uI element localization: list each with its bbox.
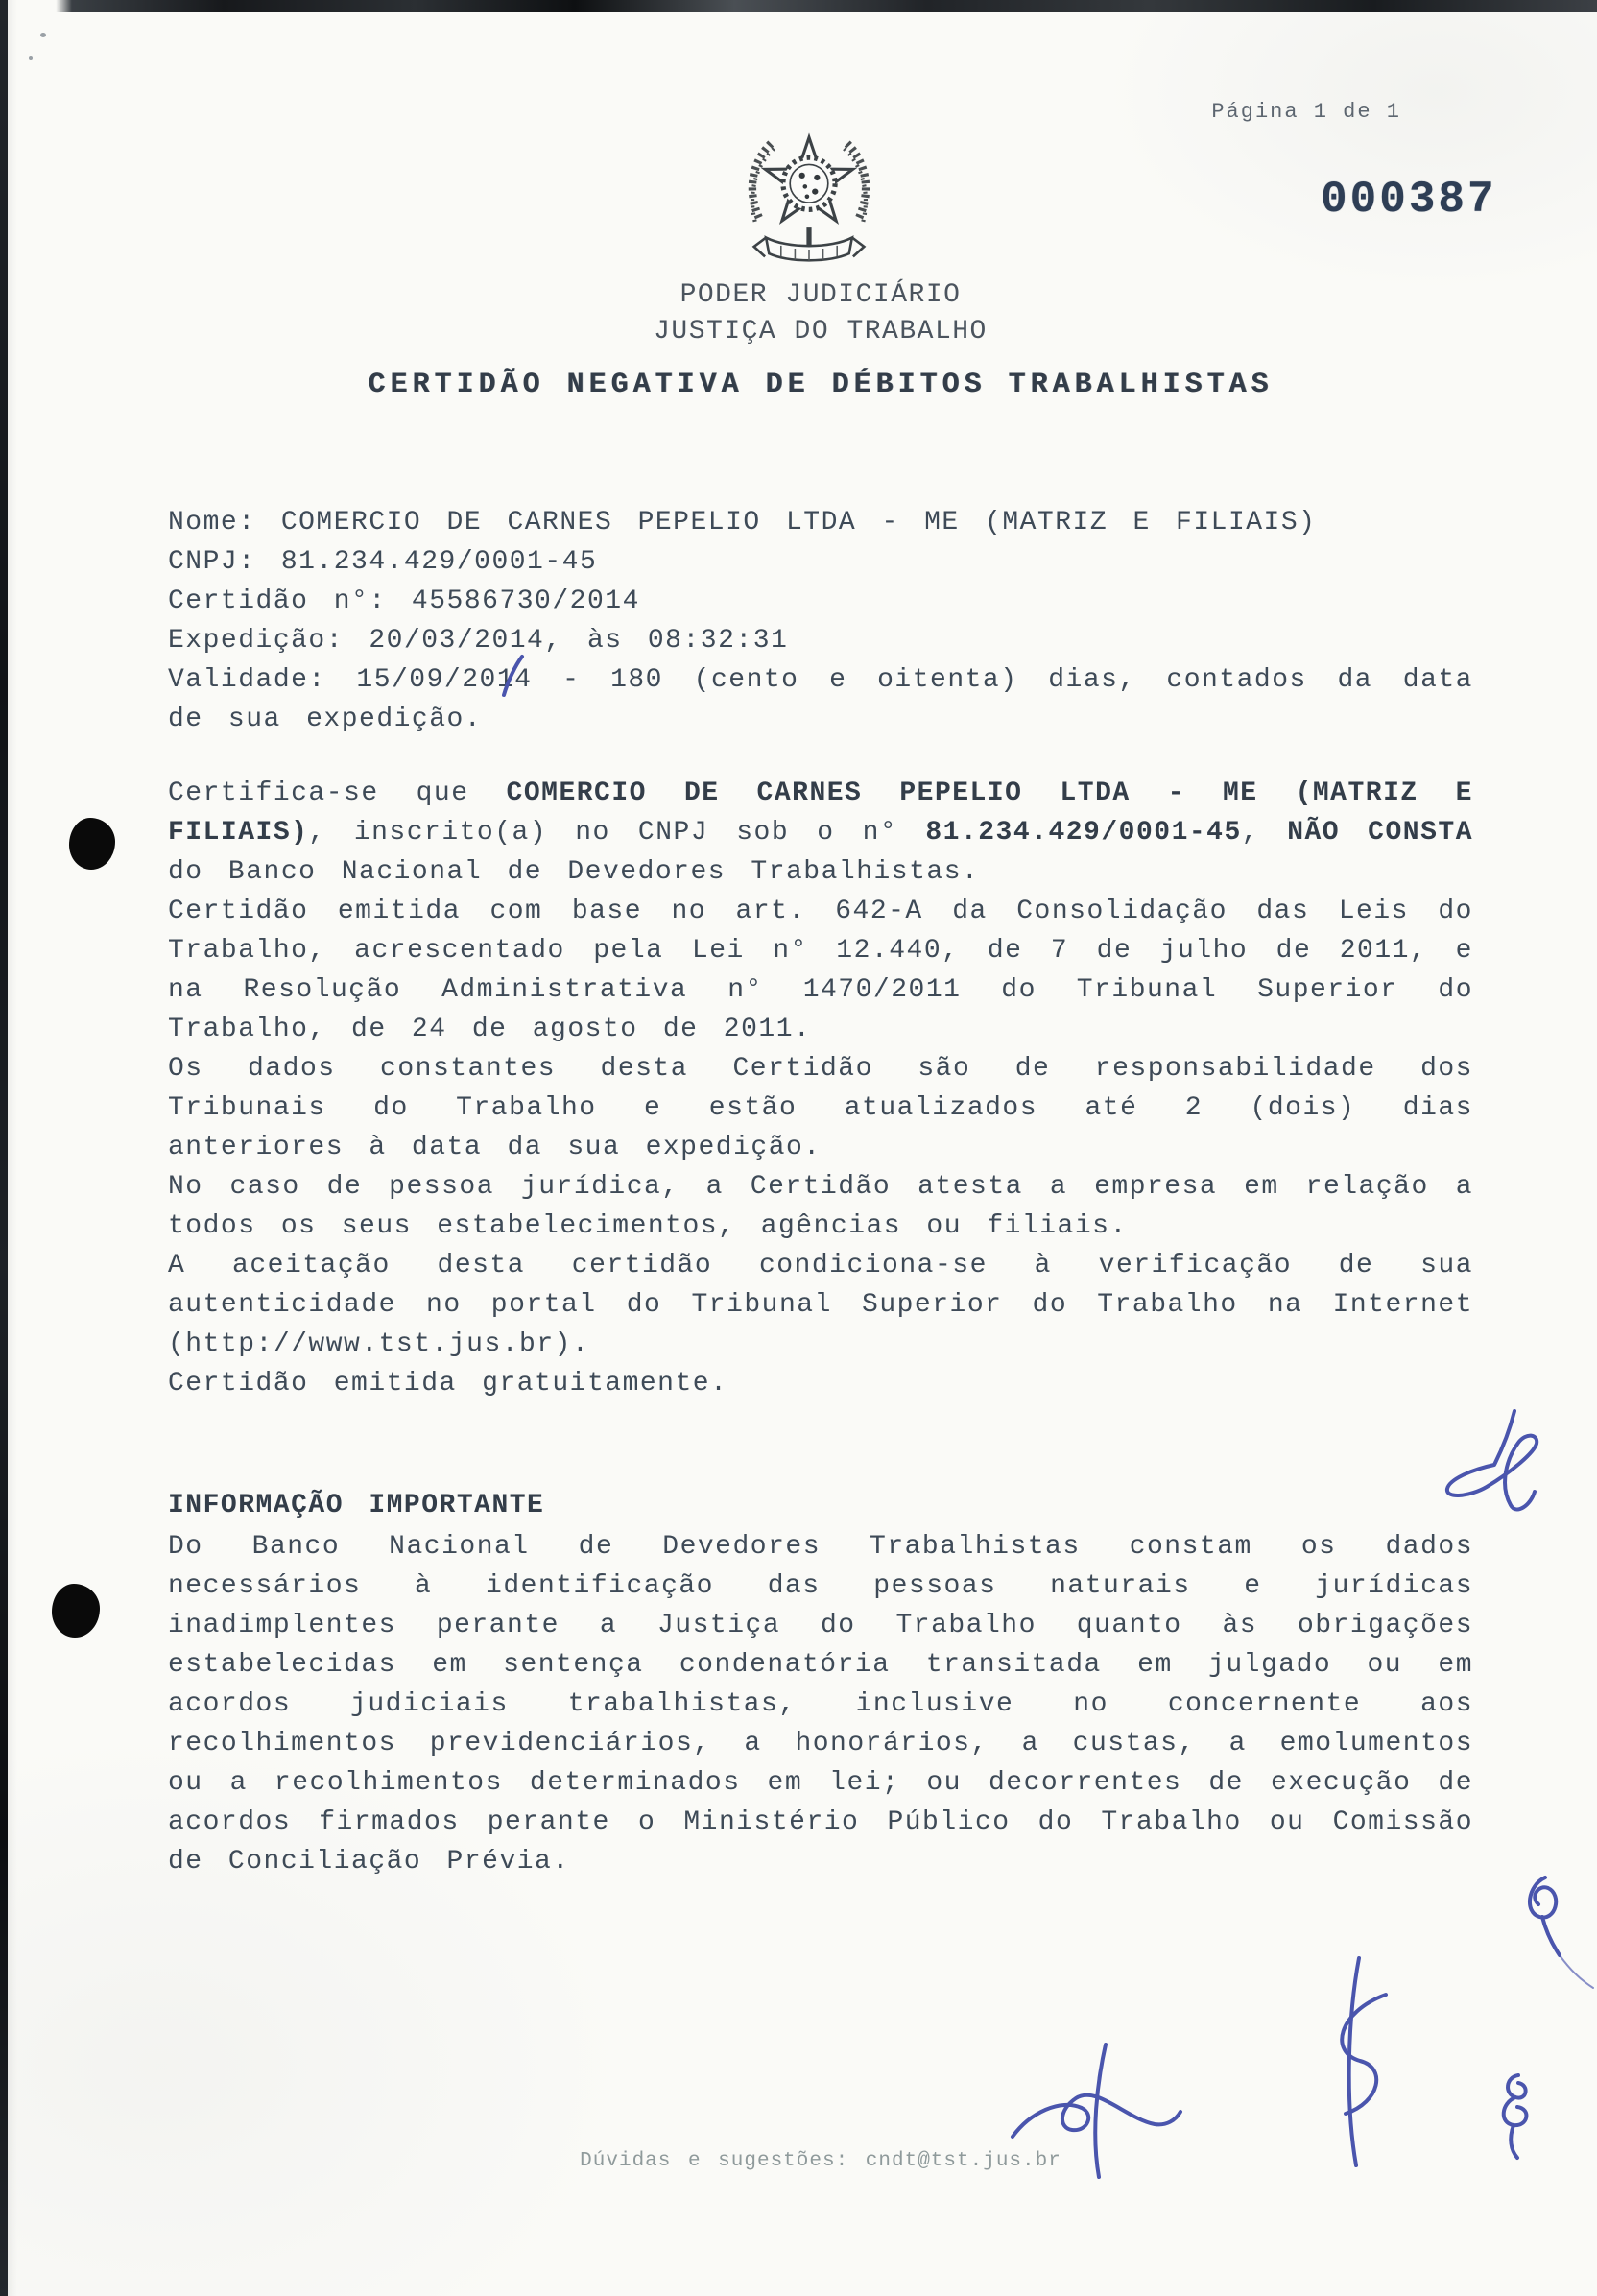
footer-contact: Dúvidas e sugestões: cndt@tst.jus.br	[580, 2150, 1061, 2172]
info-line-validade-cont: de sua expedição.	[168, 705, 483, 734]
pen-scribble-loop	[1010, 2043, 1187, 2187]
body-text: ,	[1241, 818, 1288, 848]
pen-tick-validade	[497, 653, 530, 706]
document-title: CERTIDÃO NEGATIVA DE DÉBITOS TRABALHISTAS	[368, 369, 1274, 401]
body-paragraph-pessoa-juridica: No caso de pessoa jurídica, a Certidão atesta a empresa em relação a todos os seus estabelecimentos, agências ou filiais.	[168, 1172, 1473, 1241]
body-text: , inscrito(a) no CNPJ sob o n°	[308, 818, 926, 848]
body-paragraph-base-legal: Certidão emitida com base no art. 642-A da Consolidação das Leis do Trabalho, acrescentado pela Lei n° 12.440, de 7 de julho de 2011, e na Resolução Administrativa n° 1470/2011 do Tribunal Superior do Trabalho, de 24 de agosto de 2011.	[168, 897, 1473, 1044]
pen-doodle-loops	[1488, 2069, 1550, 2170]
scan-speck	[29, 56, 33, 60]
company-name-bold: COMERCIO DE CARNES PEPELIO LTDA - ME (MATRIZ E FILIAIS)	[168, 778, 1473, 848]
scan-edge-top	[0, 0, 1597, 12]
org-name-line1: PODER JUDICIÁRIO	[679, 280, 962, 310]
body-text: do Banco Nacional de Devedores Trabalhistas.	[168, 857, 980, 887]
info-line-expedicao: Expedição: 20/03/2014, às 08:32:31	[168, 626, 789, 656]
brazil-coat-of-arms-icon	[739, 121, 879, 282]
scan-edge-left	[0, 0, 8, 2296]
important-info-heading: INFORMAÇÃO IMPORTANTE	[168, 1491, 545, 1520]
body-paragraph-gratuita: Certidão emitida gratuitamente.	[168, 1369, 728, 1399]
body-paragraph-certifica	[168, 774, 1473, 892]
org-name-line2: JUSTIÇA DO TRABALHO	[654, 317, 988, 347]
hole-punch-top	[69, 818, 115, 870]
certificate-body	[168, 774, 1473, 1403]
stamp-number: 000387	[1321, 175, 1497, 225]
identification-block	[168, 503, 1473, 739]
nao-consta-bold: NÃO CONSTA	[1287, 818, 1474, 848]
pen-signature-s	[1317, 1956, 1408, 2177]
pen-initials-scribble	[1442, 1407, 1576, 1537]
info-line-validade: Validade: 15/09/2014 - 180 (cento e oitenta) dias, contados da data	[168, 665, 1473, 695]
scan-speck	[40, 33, 46, 37]
info-line-certidao: Certidão n°: 45586730/2014	[168, 586, 640, 616]
info-line-cnpj: CNPJ: 81.234.429/0001-45	[168, 547, 598, 577]
body-paragraph-dados: Os dados constantes desta Certidão são de responsabilidade dos Tribunais do Trabalho e estão atualizados até 2 (dois) dias anteriores à data da sua expedição.	[168, 1054, 1473, 1162]
info-line-nome: Nome: COMERCIO DE CARNES PEPELIO LTDA - ME (MATRIZ E FILIAIS)	[168, 508, 1317, 538]
cnpj-bold: 81.234.429/0001-45	[925, 818, 1242, 848]
important-info-paragraph: Do Banco Nacional de Devedores Trabalhistas constam os dados necessários à identificação das pessoas naturais e jurídicas inadimplentes perante a Justiça do Trabalho quanto às obrigações estabelecidas em sentença condenatória transitada em julgado ou em acordos judiciais trabalhistas, inclusive no concernente aos recolhimentos previdenciários, a honorários, a custas, a emolumentos ou a recolhimentos determinados em lei; ou decorrentes de execução de acordos firmados perante o Ministério Público do Trabalho ou Comissão de Conciliação Prévia.	[168, 1532, 1473, 1877]
important-info-section	[168, 1486, 1473, 1881]
page-indicator: Página 1 de 1	[1211, 100, 1401, 124]
hole-punch-bottom	[52, 1584, 100, 1638]
body-paragraph-aceitacao: A aceitação desta certidão condiciona-se à verificação de sua autenticidade no portal do Tribunal Superior do Trabalho na Internet (http://www.tst.jus.br).	[168, 1251, 1473, 1359]
body-text: Certifica-se que	[168, 778, 507, 808]
pen-doodle-spiral	[1516, 1862, 1597, 1997]
